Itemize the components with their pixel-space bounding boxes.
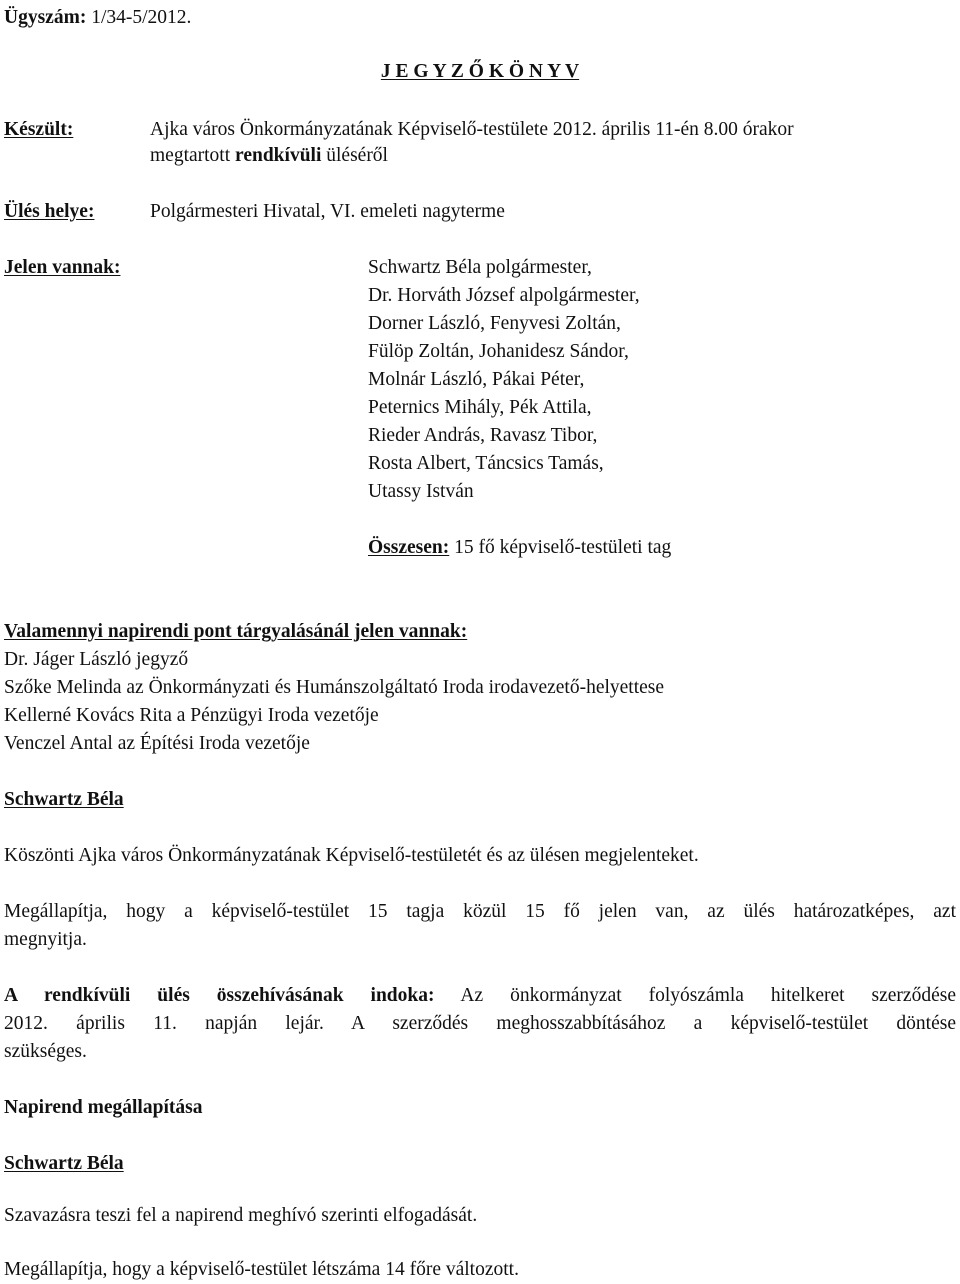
reason-line-3: szükséges.: [4, 1041, 87, 1062]
attendee-line: Kellerné Kovács Rita a Pénzügyi Iroda vezetője: [4, 705, 379, 726]
speaker-name: Schwartz Béla: [4, 789, 124, 810]
final-text: Megállapítja, hogy a képviselő-testület létszáma 14 főre változott.: [4, 1259, 519, 1280]
present-total: [368, 538, 671, 558]
present-total-label: Összesen:: [368, 537, 450, 558]
reason-label: A rendkívüli ülés összehívásának indoka:: [4, 985, 435, 1006]
member-line: Fülöp Zoltán, Johanidesz Sándor,: [368, 341, 629, 362]
vote-text: Szavazásra teszi fel a napirend meghívó szerinti elfogadását.: [4, 1205, 478, 1226]
prepared-line-1: Ajka város Önkormányzatának Képviselő-testülete 2012. április 11-én 8.00 órakor: [150, 119, 794, 140]
attendee-line: Szőke Melinda az Önkormányzati és Humánszolgáltató Iroda irodavezető-helyettese: [4, 677, 665, 698]
attendees-heading: Valamennyi napirendi pont tárgyalásánál jelen vannak:: [4, 621, 468, 642]
prepared-line-2-pre: megtartott: [150, 145, 236, 166]
venue-value: Polgármesteri Hivatal, VI. emeleti nagyterme: [150, 201, 505, 222]
speaker-name: Schwartz Béla: [4, 1153, 124, 1174]
member-line: Utassy István: [368, 481, 474, 502]
member-line: Schwartz Béla polgármester,: [368, 257, 592, 278]
attendee-line: Venczel Antal az Építési Iroda vezetője: [4, 733, 310, 754]
quorum-line-2: megnyitja.: [4, 929, 87, 950]
case-number: [4, 8, 191, 28]
prepared-line-2-bold: rendkívüli: [235, 145, 322, 166]
member-line: Rosta Albert, Táncsics Tamás,: [368, 453, 604, 474]
document-title: J E G Y Z Ő K Ö N Y V: [380, 61, 580, 82]
prepared-line-2: [150, 146, 388, 166]
member-line: Peternics Mihály, Pék Attila,: [368, 397, 592, 418]
quorum-line-1: Megállapítja, hogy a képviselő-testület 15 tagja közül 15 fő jelen van, az ülés határozatképes, azt: [4, 901, 956, 922]
case-number-value: 1/34-5/2012.: [91, 7, 192, 28]
prepared-label: Készült:: [4, 119, 74, 140]
venue-label: Ülés helye:: [4, 201, 95, 222]
case-number-label: Ügyszám:: [4, 7, 87, 28]
member-line: Dr. Horváth József alpolgármester,: [368, 285, 640, 306]
reason-line-2: 2012. április 11. napján lejár. A szerződés meghosszabbításához a képviselő-testület döntése: [4, 1013, 956, 1034]
reason-line-1-rest: Az önkormányzat folyószámla hitelkeret szerződése: [434, 985, 956, 1006]
attendee-line: Dr. Jáger László jegyző: [4, 649, 189, 670]
present-label: Jelen vannak:: [4, 257, 121, 278]
present-total-value: 15 fő képviselő-testületi tag: [454, 537, 672, 558]
agenda-heading: Napirend megállapítása: [4, 1097, 203, 1118]
member-line: Rieder András, Ravasz Tibor,: [368, 425, 598, 446]
member-line: Dorner László, Fenyvesi Zoltán,: [368, 313, 621, 334]
greeting-text: Köszönti Ajka város Önkormányzatának Képviselő-testületét és az ülésen megjelenteket.: [4, 845, 699, 866]
member-line: Molnár László, Pákai Péter,: [368, 369, 585, 390]
prepared-line-2-post: üléséről: [321, 145, 388, 166]
reason-line-1: [4, 986, 956, 1006]
